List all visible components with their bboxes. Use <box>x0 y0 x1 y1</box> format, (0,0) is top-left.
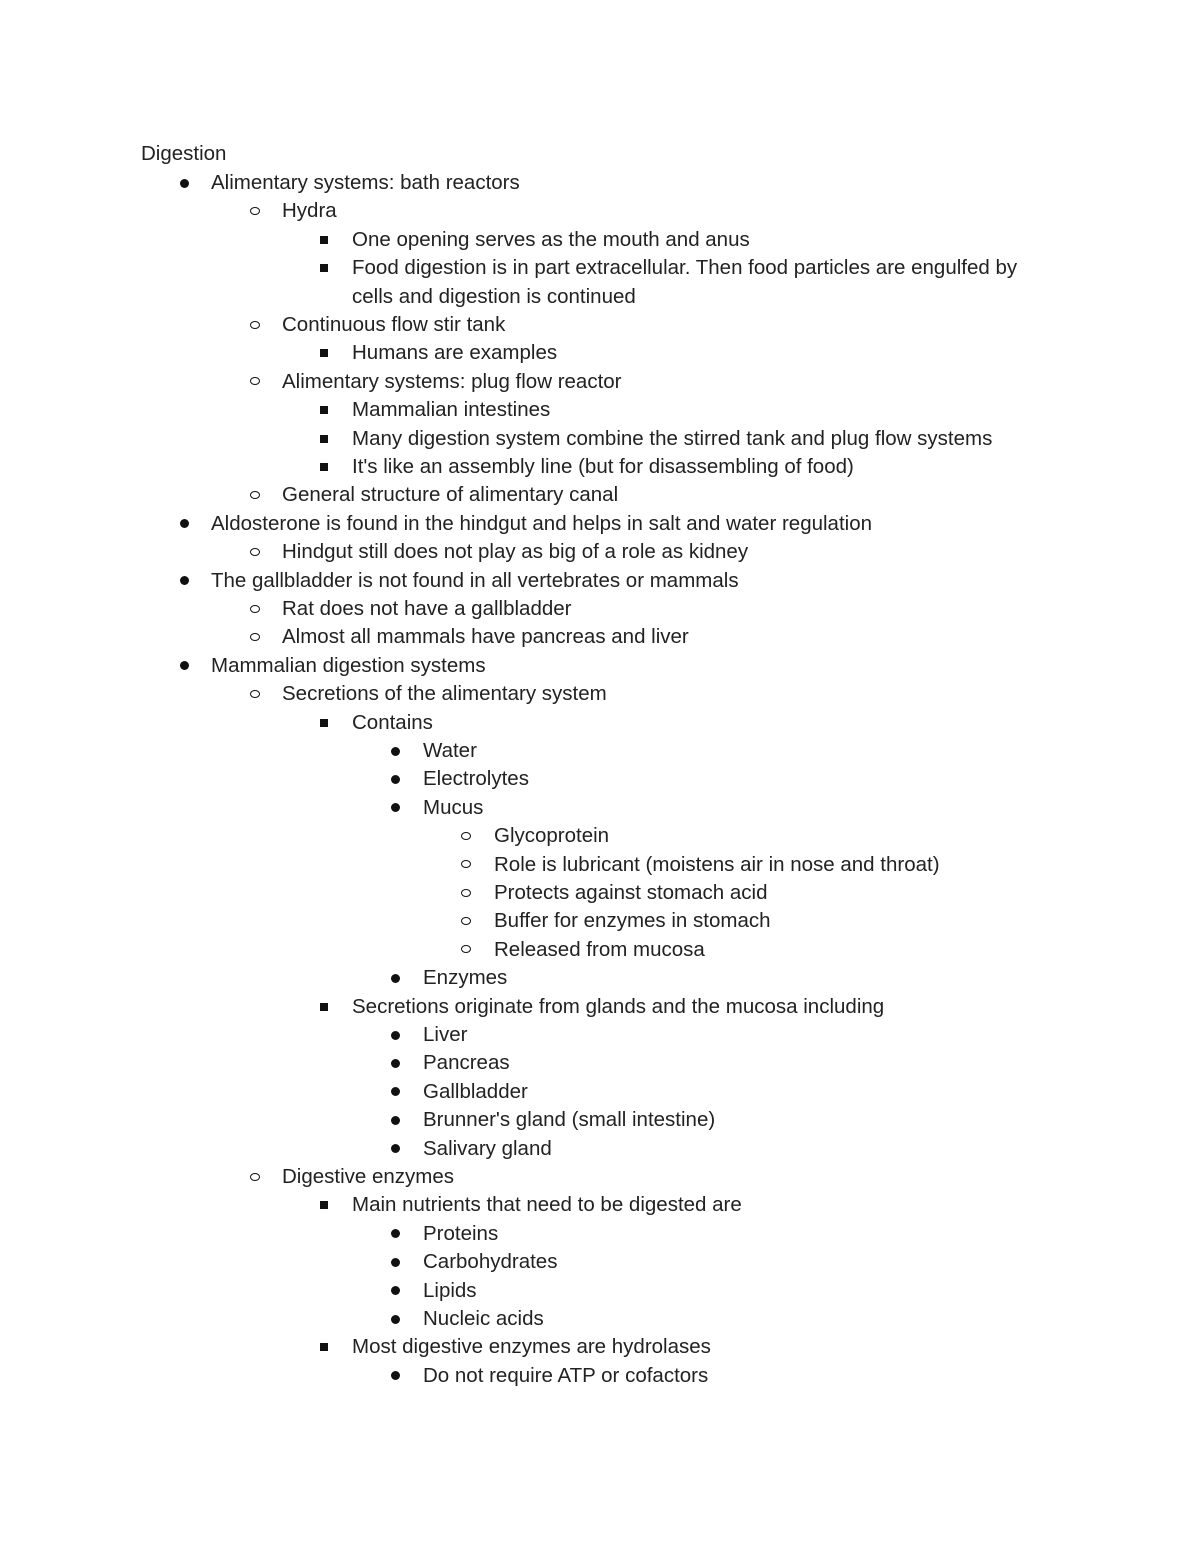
list-item-text: Mammalian digestion systems <box>211 653 486 677</box>
square-bullet-icon <box>320 1003 328 1011</box>
list-item-text: Alimentary systems: plug flow reactor <box>282 369 622 393</box>
list-item-text: Secretions of the alimentary system <box>282 682 607 706</box>
disc-bullet-icon <box>391 747 400 756</box>
square-bullet-icon <box>320 1201 328 1209</box>
disc-bullet-icon <box>391 1315 400 1324</box>
disc-bullet-icon <box>180 576 189 585</box>
list-item-text: It's like an assembly line (but for disassembling of food) <box>352 455 854 478</box>
list-item-text: Pancreas <box>423 1051 510 1075</box>
list-item-text: Mucus <box>423 795 484 819</box>
document-title: Digestion <box>141 142 227 165</box>
circle-bullet-icon <box>461 945 471 953</box>
list-item-text: Food digestion is in part extracellular. Then food particles are engulfed by <box>352 256 1018 280</box>
circle-bullet-icon <box>250 377 260 385</box>
list-item-text: Continuous flow stir tank <box>282 313 506 336</box>
circle-bullet-icon <box>461 889 471 897</box>
disc-bullet-icon <box>391 1144 400 1153</box>
list-item-text: Released from mucosa <box>494 937 705 961</box>
square-bullet-icon <box>320 463 328 471</box>
list-item-text: Salivary gland <box>423 1136 552 1160</box>
circle-bullet-icon <box>250 491 260 499</box>
list-item-text: One opening serves as the mouth and anus <box>352 227 750 251</box>
list-item-text: Most digestive enzymes are hydrolases <box>352 1335 711 1359</box>
list-item-text: Enzymes <box>423 966 508 990</box>
list-item-text: Protects against stomach acid <box>494 881 768 904</box>
disc-bullet-icon <box>180 519 189 528</box>
list-item-text: Nucleic acids <box>423 1307 544 1330</box>
disc-bullet-icon <box>391 803 400 812</box>
list-item-text: General structure of alimentary canal <box>282 483 619 507</box>
list-item-text: Contains <box>352 710 433 734</box>
disc-bullet-icon <box>180 661 189 670</box>
circle-bullet-icon <box>250 605 260 613</box>
disc-bullet-icon <box>391 1059 400 1068</box>
circle-bullet-icon <box>250 207 260 215</box>
square-bullet-icon <box>320 349 328 357</box>
list-item-text: Hydra <box>282 199 337 223</box>
disc-bullet-icon <box>391 1258 400 1267</box>
circle-bullet-icon <box>250 321 260 329</box>
list-item-text: Main nutrients that need to be digested are <box>352 1193 742 1217</box>
disc-bullet-icon <box>391 1031 400 1040</box>
circle-bullet-icon <box>250 1173 260 1181</box>
disc-bullet-icon <box>391 775 400 784</box>
list-item-text: Almost all mammals have pancreas and liver <box>282 625 689 649</box>
square-bullet-icon <box>320 406 328 414</box>
disc-bullet-icon <box>180 179 189 188</box>
circle-bullet-icon <box>250 690 260 698</box>
list-item-text: Many digestion system combine the stirred tank and plug flow systems <box>352 426 993 450</box>
list-item-text: Mammalian intestines <box>352 398 551 422</box>
list-item-text: Rat does not have a gallbladder <box>282 597 572 620</box>
list-item-text: Digestive enzymes <box>282 1165 455 1188</box>
list-item-text: Role is lubricant (moistens air in nose and throat) <box>494 852 940 876</box>
list-item-text: Buffer for enzymes in stomach <box>494 909 771 933</box>
list-item-text: The gallbladder is not found in all vertebrates or mammals <box>211 568 739 592</box>
circle-bullet-icon <box>461 860 471 868</box>
list-item-text: Hindgut still does not play as big of a role as kidney <box>282 540 749 564</box>
list-item-text: Aldosterone is found in the hindgut and helps in salt and water regulation <box>211 511 873 535</box>
square-bullet-icon <box>320 719 328 727</box>
list-item-text: Lipids <box>423 1278 477 1302</box>
disc-bullet-icon <box>391 1371 400 1380</box>
list-item-text: Secretions originate from glands and the mucosa including <box>352 994 885 1018</box>
circle-bullet-icon <box>461 832 471 840</box>
list-item-text: Liver <box>423 1023 468 1046</box>
list-item-text: Alimentary systems: bath reactors <box>211 171 520 194</box>
disc-bullet-icon <box>391 1116 400 1125</box>
list-item-text: Brunner's gland (small intestine) <box>423 1108 716 1132</box>
circle-bullet-icon <box>461 917 471 925</box>
list-item-text: Water <box>423 739 477 762</box>
disc-bullet-icon <box>391 1229 400 1238</box>
square-bullet-icon <box>320 1343 328 1351</box>
disc-bullet-icon <box>391 1286 400 1295</box>
list-item-text: Humans are examples <box>352 341 558 365</box>
list-item-text: Do not require ATP or cofactors <box>423 1363 709 1387</box>
square-bullet-icon <box>320 236 328 244</box>
list-item-text-continuation: cells and digestion is continued <box>352 284 636 308</box>
circle-bullet-icon <box>250 548 260 556</box>
disc-bullet-icon <box>391 974 400 983</box>
square-bullet-icon <box>320 264 328 272</box>
list-item-text: Glycoprotein <box>494 824 610 848</box>
disc-bullet-icon <box>391 1087 400 1096</box>
list-item-text: Carbohydrates <box>423 1250 558 1274</box>
list-item-text: Gallbladder <box>423 1079 528 1103</box>
list-item-text: Proteins <box>423 1221 499 1245</box>
list-item-text: Electrolytes <box>423 767 529 791</box>
square-bullet-icon <box>320 435 328 443</box>
circle-bullet-icon <box>250 633 260 641</box>
